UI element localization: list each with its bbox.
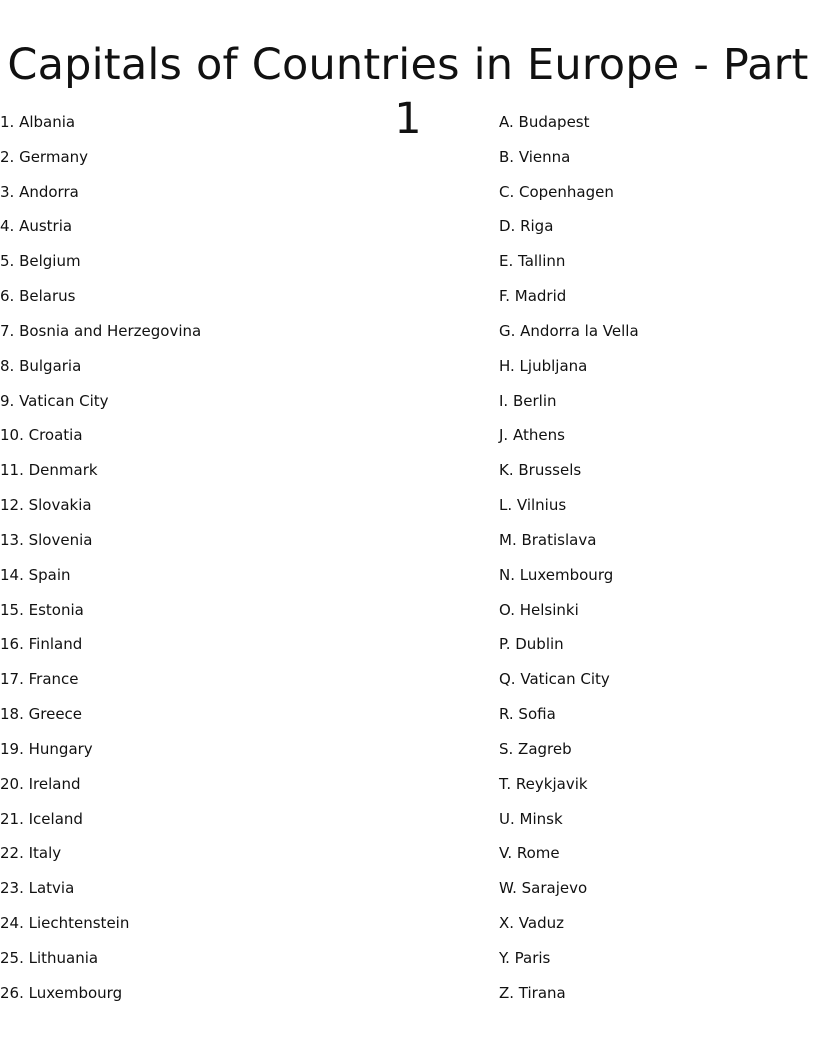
country-item: 13. Slovenia	[0, 530, 93, 549]
country-item: 26. Luxembourg	[0, 983, 123, 1002]
country-item: 7. Bosnia and Herzegovina	[0, 321, 202, 340]
capital-item: V. Rome	[499, 844, 560, 863]
capital-item: F. Madrid	[499, 287, 567, 306]
capital-item: N. Luxembourg	[499, 565, 614, 584]
country-item: 1. Albania	[0, 113, 76, 131]
country-item: 11. Denmark	[0, 461, 98, 480]
capital-item: M. Bratislava	[499, 530, 597, 549]
capital-item: G. Andorra la Vella	[499, 321, 639, 340]
page-title: Capitals of Countries in Europe - Part 1	[7, 40, 809, 144]
country-item: 21. Iceland	[0, 809, 83, 828]
capital-item: H. Ljubljana	[499, 356, 588, 375]
capital-item: K. Brussels	[499, 461, 582, 480]
capital-item: B. Vienna	[499, 147, 571, 166]
capital-item: Z. Tirana	[499, 983, 566, 1002]
capital-item: O. Helsinki	[499, 600, 579, 619]
country-item: 12. Slovakia	[0, 496, 92, 515]
capital-item: C. Copenhagen	[499, 182, 614, 201]
capital-item: J. Athens	[499, 426, 565, 445]
capital-list	[499, 111, 809, 1017]
capital-item: I. Berlin	[499, 391, 557, 410]
country-list	[0, 111, 470, 1017]
country-item: 2. Germany	[0, 147, 89, 166]
capital-item: D. Riga	[499, 217, 554, 236]
country-item: 25. Lithuania	[0, 948, 99, 967]
country-item: 10. Croatia	[0, 426, 83, 445]
capital-item: T. Reykjavik	[499, 774, 588, 793]
country-item: 23. Latvia	[0, 879, 75, 898]
country-item: 3. Andorra	[0, 182, 79, 201]
country-item: 16. Finland	[0, 635, 83, 654]
capital-item: Q. Vatican City	[499, 670, 610, 689]
country-item: 9. Vatican City	[0, 391, 109, 410]
country-item: 24. Liechtenstein	[0, 914, 130, 933]
country-item: 22. Italy	[0, 844, 62, 863]
country-item: 18. Greece	[0, 705, 83, 724]
country-item: 4. Austria	[0, 217, 73, 236]
country-item: 8. Bulgaria	[0, 356, 82, 375]
capital-item: Y. Paris	[499, 948, 551, 967]
capital-item: E. Tallinn	[499, 252, 566, 271]
country-item: 19. Hungary	[0, 739, 93, 758]
capital-item: S. Zagreb	[499, 739, 572, 758]
capital-item: W. Sarajevo	[499, 879, 588, 898]
capital-item: R. Sofia	[499, 705, 556, 724]
capital-item: P. Dublin	[499, 635, 564, 654]
country-item: 6. Belarus	[0, 287, 76, 306]
country-item: 17. France	[0, 670, 79, 689]
country-item: 14. Spain	[0, 565, 71, 584]
capital-item: L. Vilnius	[499, 496, 567, 515]
capital-item: A. Budapest	[499, 113, 590, 131]
country-item: 20. Ireland	[0, 774, 81, 793]
country-item: 15. Estonia	[0, 600, 84, 619]
country-item: 5. Belgium	[0, 252, 81, 271]
capital-item: U. Minsk	[499, 809, 563, 828]
capital-item: X. Vaduz	[499, 914, 565, 933]
